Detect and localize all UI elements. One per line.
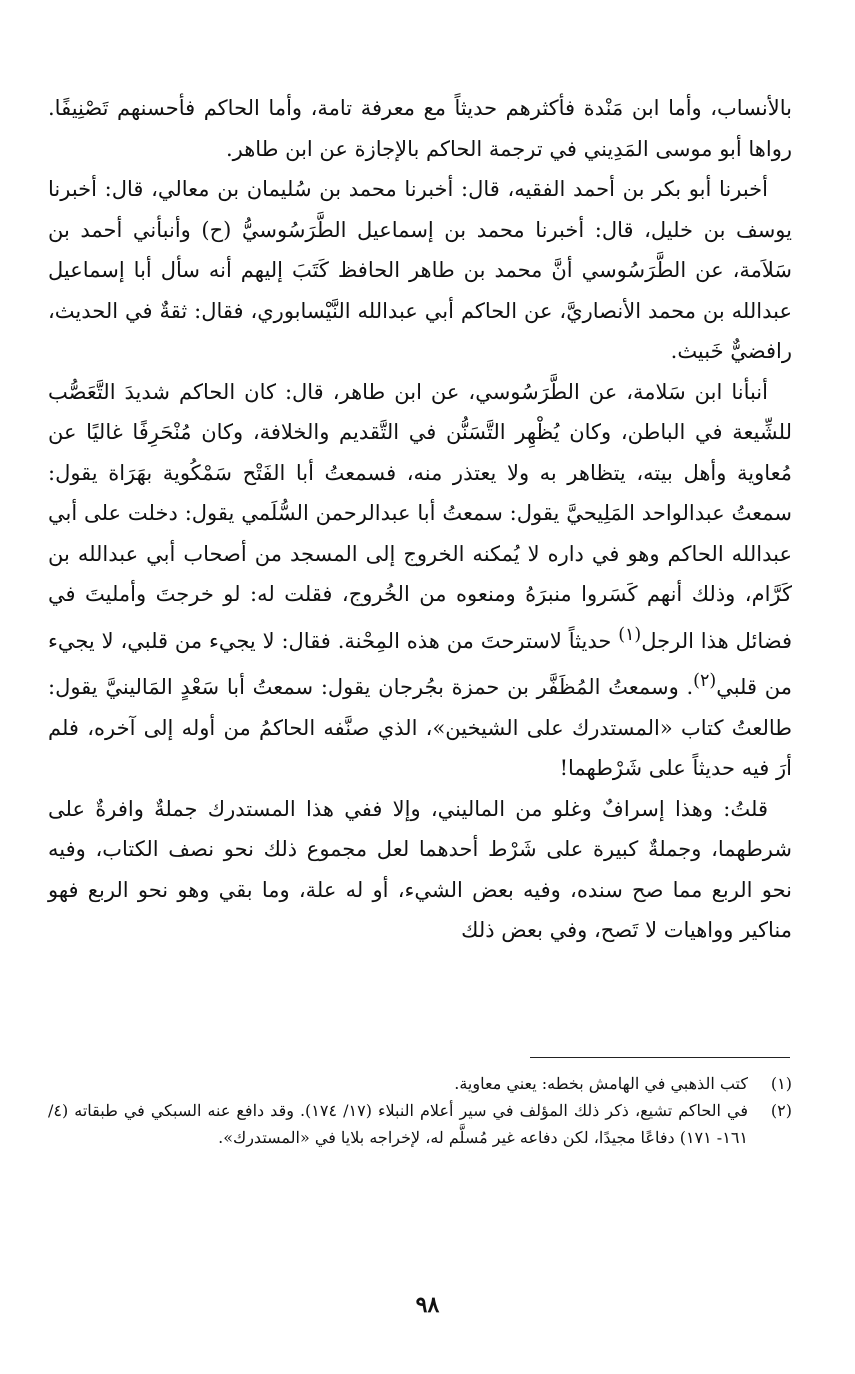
page-body bbox=[48, 88, 792, 951]
paragraph-4: قلتُ: وهذا إسرافٌ وغلو من الماليني، وإلا ففي هذا المستدرك جملةٌ وافرةٌ على شرطهما، وجملةٌ كبيرة على شَرْط أحدهما لعل مجموع ذلك نحو نصف الكتاب، وفيه نحو الربع مما صح سنده، وفيه بعض الشيء، أو له علة، وما بقي وهو نحو الربع فهو مناكير وواهيات لا تَصح، وفي بعض ذلك bbox=[48, 796, 792, 942]
page-number: ٩٨ bbox=[415, 1292, 440, 1318]
footnote-2 bbox=[48, 1097, 792, 1151]
footnote-number: (٢) bbox=[770, 1101, 792, 1120]
paragraph-2: أخبرنا أبو بكر بن أحمد الفقيه، قال: أخبرنا محمد بن سُليمان بن معالي، قال: أخبرنا يوسف بن خليل، قال: أخبرنا محمد بن إسماعيل الطَّرَسُوسيُّ (ح) وأنبأني أحمد بن سَلاَمة، عن الطَّرَسُوسي أنَّ محمد بن طاهر الحافظ كَتَبَ إليهم أنه سأل أبا إسماعيل عبدالله بن محمد الأنصاريَّ، عن الحاكم أبي عبدالله النَّيْسابوري، فقال: ثقةٌ في الحديث، رافضيٌّ خَبيث. bbox=[48, 177, 792, 363]
main-text bbox=[48, 88, 792, 951]
footnote-ref-2[interactable]: (٢) bbox=[693, 671, 717, 691]
footnote-text: كتب الذهبي في الهامش بخطه: يعني معاوية. bbox=[454, 1074, 748, 1093]
footnote-text: في الحاكم تشيع، ذكر ذلك المؤلف في سير أعلام النبلاء (١٧/ ١٧٤). وقد دافع عنه السبكي في طبقاته (٤/ ١٦١- ١٧١) دفاعًا مجيدًا، لكن دفاعه غير مُسلَّم له، لإخراجه بلايا في «المستدرك». bbox=[48, 1101, 748, 1147]
footnote-number: (١) bbox=[770, 1074, 792, 1093]
paragraph-3 bbox=[48, 372, 792, 789]
footnote-ref-1[interactable]: (١) bbox=[618, 624, 642, 645]
footnotes bbox=[48, 1070, 792, 1151]
paragraph-3-text-b: حديثاً لاسترحتَ من هذه المِحْنة. فقال: لا يجيء من قلبي، لا يجيء من قلبي bbox=[48, 628, 792, 699]
paragraph-3-text-c: . وسمعتُ المُظَفَّر بن حمزة بجُرجان يقول: سمعتُ أبا سَعْدٍ المَالينيَّ يقول: طالعتُ كتاب «المستدرك على الشيخين»، الذي صنَّفه الحاكمُ من أوله إلى آخره، فلم أرَ فيه حديثاً على شَرْطهما! bbox=[48, 675, 792, 780]
footnote-1 bbox=[48, 1070, 792, 1097]
paragraph-3-text-a: أنبأنا ابن سَلامة، عن الطَّرَسُوسي، عن ابن طاهر، قال: كان الحاكم شديدَ التَّعَصُّب للشِّيعة في الباطن، وكان يُظْهِر التَّسَنُّن في التَّقديم والخلافة، وكان مُنْحَرِفًا غاليًا عن مُعاوية وأهل بيته، يتظاهر به ولا يعتذر منه، فسمعتُ أبا الفَتْح سَمْكُوية بهَرَاة يقول: سمعتُ عبدالواحد المَلِيحيَّ يقول: سمعتُ أبا عبدالرحمن السُّلَمي يقول: دخلت على أبي عبدالله الحاكم وهو في داره لا يُمكنه الخروج إلى المسجد من أصحاب أبي عبدالله بن كَرَّام، وذلك أنهم كَسَروا منبرَهُ ومنعوه من الخُروج، فقلت له: لو خرجتَ وأمليتَ في فضائل هذا الرجل bbox=[48, 379, 792, 653]
footnote-divider bbox=[530, 1057, 790, 1058]
paragraph-1: بالأنساب، وأما ابن مَنْدة فأكثرهم حديثاً مع معرفة تامة، وأما الحاكم فأحسنهم تَصْنِيفًا. رواها أبو موسى المَدِيني في ترجمة الحاكم بالإجازة عن ابن طاهر. bbox=[48, 96, 792, 161]
